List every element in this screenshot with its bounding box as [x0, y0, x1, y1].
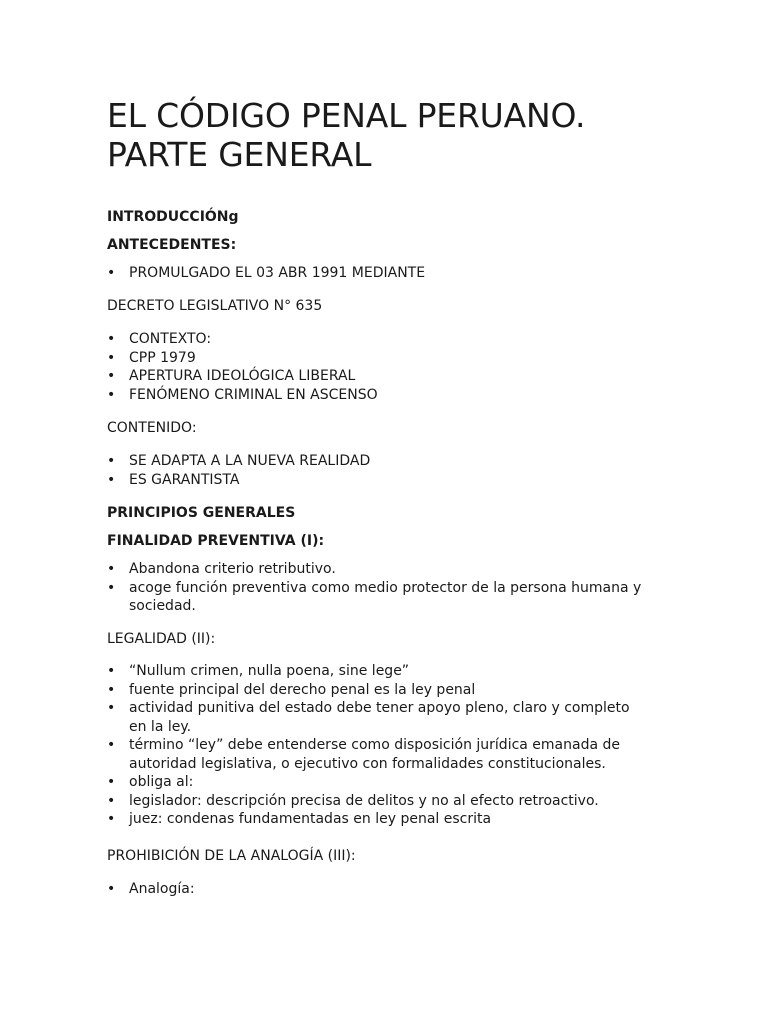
bullet-icon: •: [107, 700, 116, 716]
bullet-icon: •: [107, 561, 116, 577]
bullet-icon: •: [107, 331, 116, 347]
list-item: • Abandona criterio retributivo.: [107, 561, 336, 577]
list-item: • acoge función preventiva como medio protector de la persona humana y sociedad.: [107, 579, 642, 614]
bullet-icon: •: [107, 579, 116, 596]
list-item: • SE ADAPTA A LA NUEVA REALIDAD: [107, 453, 371, 469]
legalidad-list: [107, 662, 649, 829]
bullet-icon: •: [107, 737, 116, 753]
list-item: • Analogía:: [107, 881, 195, 897]
bullet-icon: •: [107, 471, 116, 488]
heading-finalidad: FINALIDAD PREVENTIVA (I):: [107, 533, 325, 549]
list-item: • CPP 1979: [107, 349, 196, 366]
list-item: • CONTEXTO:: [107, 331, 212, 347]
list-item: • FENÓMENO CRIMINAL EN ASCENSO: [107, 386, 378, 403]
title-line-1: EL CÓDIGO PENAL PERUANO.: [107, 96, 586, 135]
list-item: • APERTURA IDEOLÓGICA LIBERAL: [107, 368, 356, 384]
list-item: • juez: condenas fundamentadas en ley penal escrita: [107, 811, 492, 827]
bullet-icon: •: [107, 453, 116, 469]
contenido-list: [107, 452, 649, 489]
bullet-icon: •: [107, 368, 116, 384]
bullet-icon: •: [107, 663, 116, 679]
list-item: • PROMULGADO EL 03 ABR 1991 MEDIANTE: [107, 265, 426, 281]
list-item: • “Nullum crimen, nulla poena, sine lege”: [107, 663, 410, 679]
title-line-2: PARTE GENERAL: [107, 135, 372, 174]
list-item: • fuente principal del derecho penal es la ley penal: [107, 681, 476, 698]
bullet-icon: •: [107, 386, 116, 403]
list-item: • actividad punitiva del estado debe tener apoyo pleno, claro y completo en la ley.: [107, 700, 630, 735]
antecedentes-list: [107, 264, 649, 283]
list-item: • legislador: descripción precisa de delitos y no al efecto retroactivo.: [107, 792, 599, 809]
prohibicion-list: [107, 880, 649, 899]
bullet-icon: •: [107, 881, 116, 897]
bullet-icon: •: [107, 681, 116, 698]
contexto-list: [107, 330, 649, 404]
bullet-icon: •: [107, 265, 116, 281]
bullet-icon: •: [107, 349, 116, 366]
finalidad-list: [107, 560, 649, 616]
list-item: • obliga al:: [107, 774, 194, 790]
decreto-text: DECRETO LEGISLATIVO N° 635: [107, 298, 323, 314]
legalidad-heading: LEGALIDAD (II):: [107, 631, 216, 647]
list-item: • ES GARANTISTA: [107, 471, 240, 488]
document-title: [107, 96, 667, 174]
list-item: • término “ley” debe entenderse como disposición jurídica emanada de autoridad legislativa, o ejecutivo con formalidades constitucionales.: [107, 737, 621, 772]
heading-principios: PRINCIPIOS GENERALES: [107, 505, 296, 521]
bullet-icon: •: [107, 774, 116, 790]
bullet-icon: •: [107, 792, 116, 809]
bullet-icon: •: [107, 811, 116, 827]
heading-antecedentes: ANTECEDENTES:: [107, 237, 237, 253]
heading-introduccion: INTRODUCCIÓNg: [107, 209, 239, 225]
contenido-heading: CONTENIDO:: [107, 420, 197, 436]
prohibicion-heading: PROHIBICIÓN DE LA ANALOGÍA (III):: [107, 848, 356, 864]
